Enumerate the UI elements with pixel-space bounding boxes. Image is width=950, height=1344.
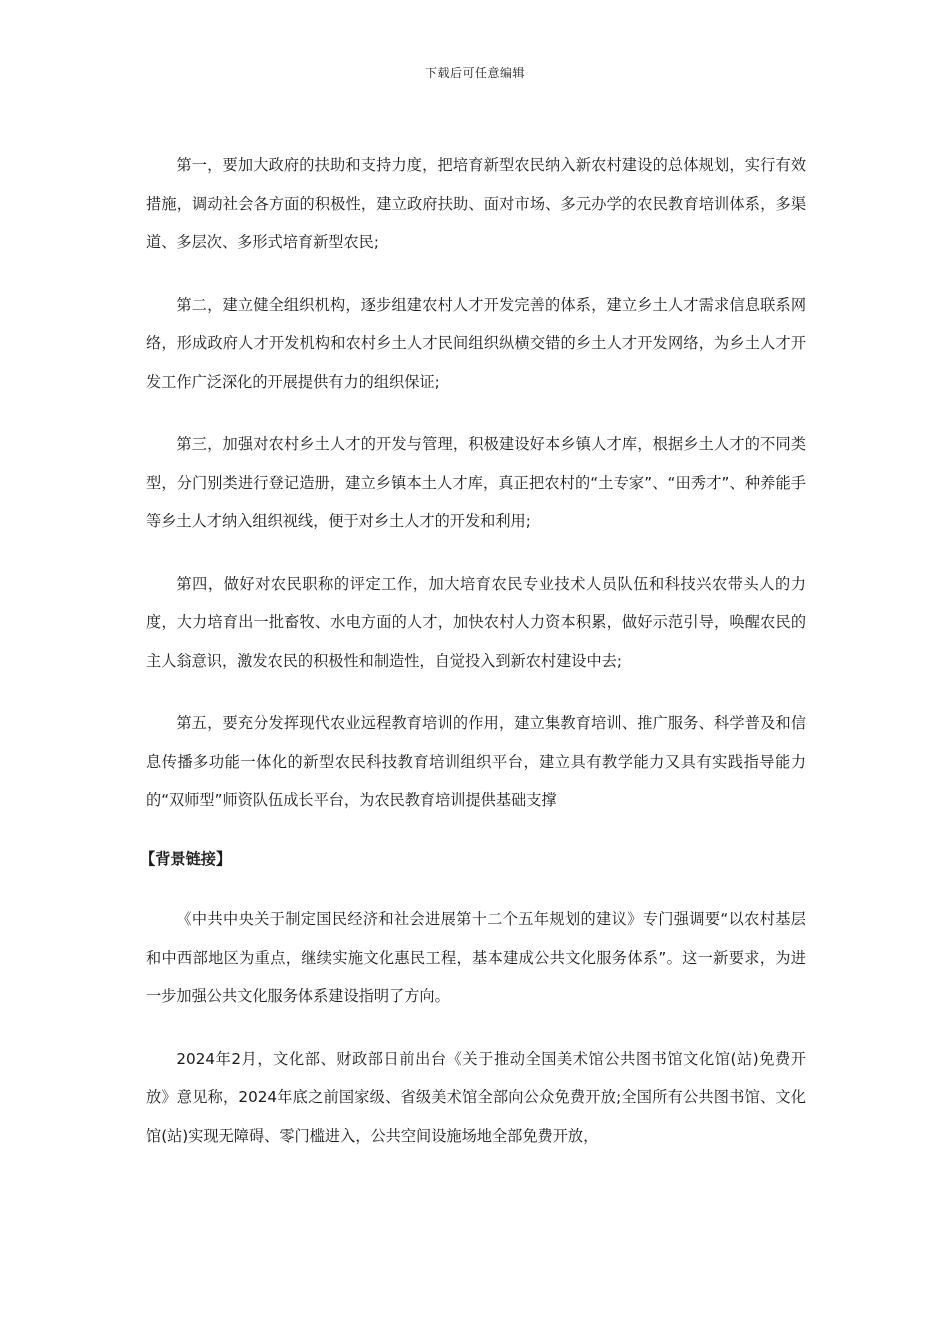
background-paragraph-2: 2024年2月，文化部、财政部日前出台《关于推动全国美术馆公共图书馆文化馆(站)免费开放》意见称，2024年底之前国家级、省级美术馆全部向公众免费开放;全国所有公共图书馆、文化馆(站)实现无障碍、零门槛进入，公共空间设施场地全部免费开放， (146, 1049, 806, 1145)
background-paragraph-1: 《中共中央关于制定国民经济和社会进展第十二个五年规划的建议》专门强调要“以农村基层和中西部地区为重点，继续实施文化惠民工程，基本建成公共文化服务体系”。这一新要求，为进一步加强公共文化服务体系建设指明了方向。 (146, 910, 806, 1005)
paragraph-4: 第四，做好对农民职称的评定工作，加大培育农民专业技术人员队伍和科技兴农带头人的力度，大力培育出一批畜牧、水电方面的人才，加快农村人力资本积累，做好示范引导，唤醒农民的主人翁意识，激发农民的积极性和制造性，自觉投入到新农村建设中去; (146, 574, 806, 670)
header-note: 下载后可任意编辑 (424, 66, 525, 80)
paragraph-5: 第五，要充分发挥现代农业远程教育培训的作用，建立集教育培训、推广服务、科学普及和信息传播多功能一体化的新型农民科技教育培训组织平台，建立具有教学能力又具有实践指导能力的“双师型”师资队伍成长平台，为农民教育培训提供基础支撑 (146, 714, 806, 809)
paragraph-3: 第三，加强对农村乡土人才的开发与管理，积极建设好本乡镇人才库，根据乡土人才的不同类型，分门别类进行登记造册，建立乡镇本土人才库，真正把农村的“土专家”、“田秀才”、种养能手等乡土人才纳入组织视线，便于对乡土人才的开发和利用; (146, 435, 806, 530)
paragraph-1: 第一，要加大政府的扶助和支持力度，把培育新型农民纳入新农村建设的总体规划，实行有效措施，调动社会各方面的积极性，建立政府扶助、面对市场、多元办学的农民教育培训体系，多渠道、多层次、多形式培育新型农民; (146, 156, 806, 251)
background-heading: 【背景链接】 (140, 849, 232, 868)
document-body (140, 146, 806, 1179)
paragraph-2: 第二，建立健全组织机构，逐步组建农村人才开发完善的体系，建立乡土人才需求信息联系网络，形成政府人才开发机构和农村乡土人才民间组织纵横交错的乡土人才开发网络，为乡土人才开发工作广泛深化的开展提供有力的组织保证; (146, 295, 806, 391)
